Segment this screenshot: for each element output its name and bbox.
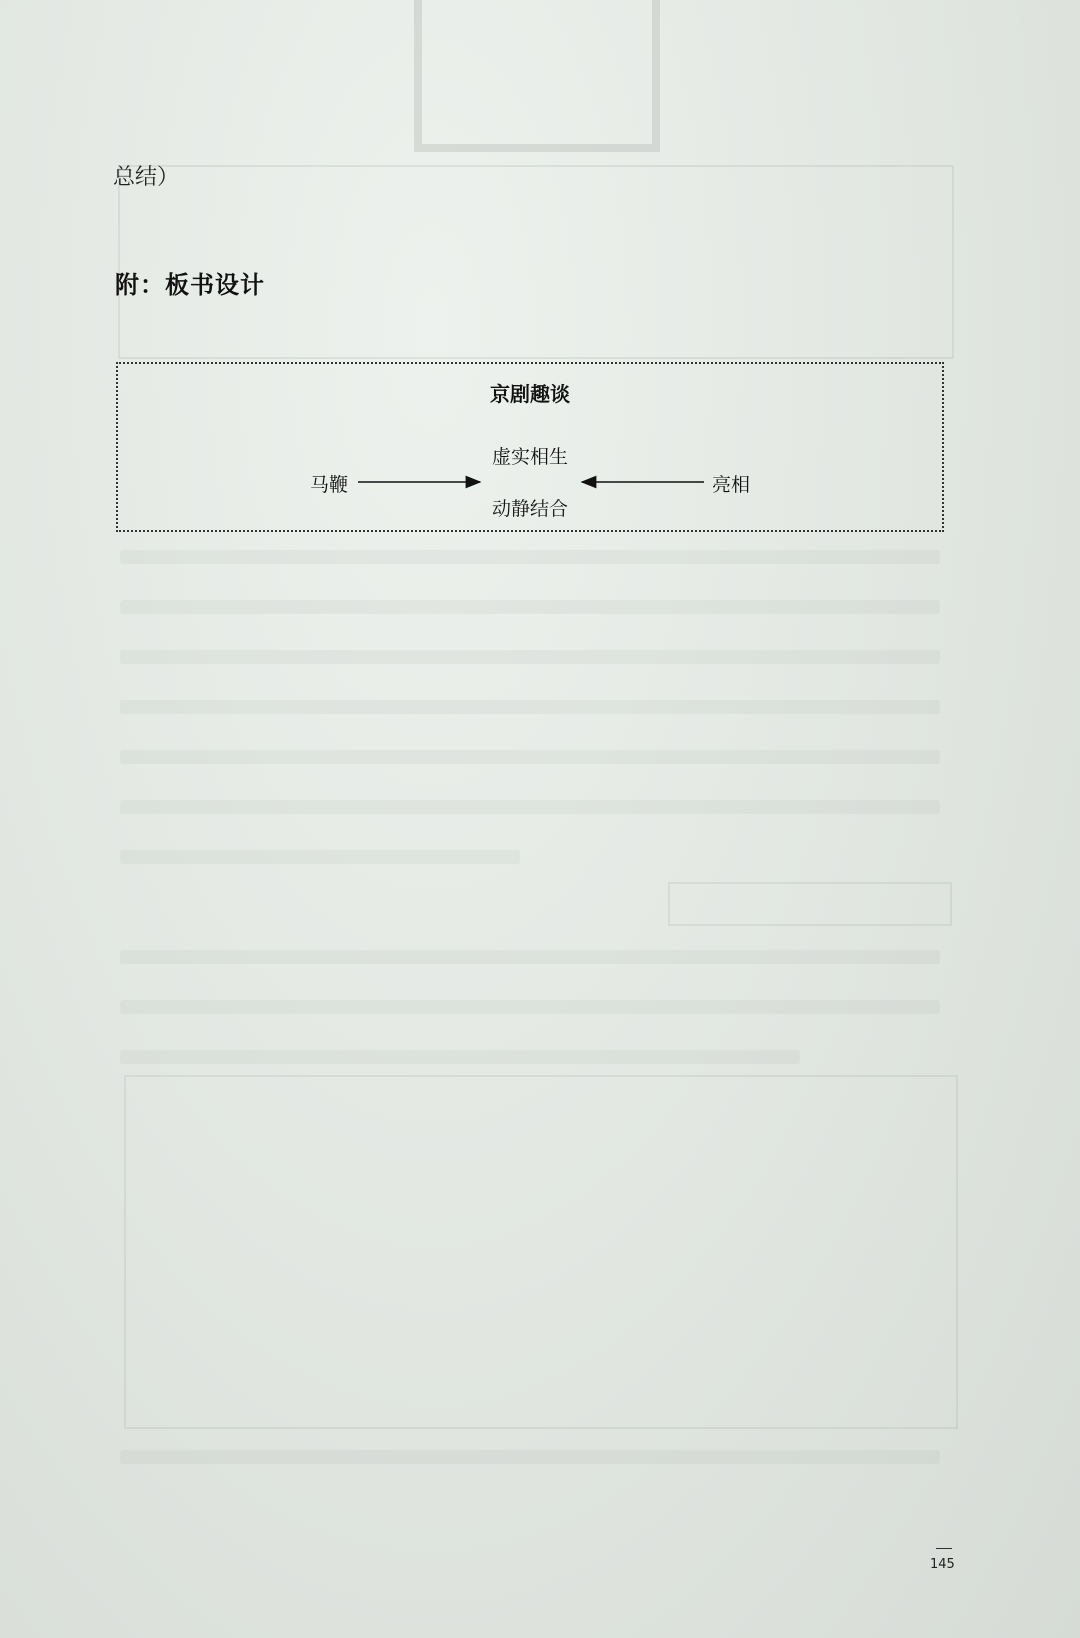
page-number-rule <box>936 1548 952 1549</box>
summary-fragment: 总结） <box>113 165 180 190</box>
bleed-through-box <box>668 882 952 926</box>
bleed-through-box <box>124 1075 958 1429</box>
board-center-bottom: 动静结合 <box>491 498 568 520</box>
appendix-heading: 附：板书设计 <box>115 271 265 299</box>
bleed-through-line <box>120 600 940 614</box>
bleed-through-line <box>120 800 940 814</box>
bleed-through-line <box>120 1000 940 1014</box>
bleed-through-line <box>120 750 940 764</box>
bleed-through-line <box>120 700 940 714</box>
bleed-through-box <box>118 165 954 359</box>
blackboard-design-box <box>116 362 944 532</box>
board-left-item: 马鞭 <box>310 474 349 496</box>
board-title: 京剧趣谈 <box>490 382 570 406</box>
bleed-through-line <box>120 650 940 664</box>
board-right-item: 亮相 <box>712 474 751 496</box>
bleed-through-line <box>120 1450 940 1464</box>
bleed-through-line <box>120 850 520 864</box>
bleed-through-frame <box>414 0 660 152</box>
bleed-through-line <box>120 550 940 564</box>
page-number: 145 <box>930 1557 955 1572</box>
bleed-through-line <box>120 1050 800 1064</box>
board-center-top: 虚实相生 <box>491 446 568 468</box>
bleed-through-line <box>120 950 940 964</box>
